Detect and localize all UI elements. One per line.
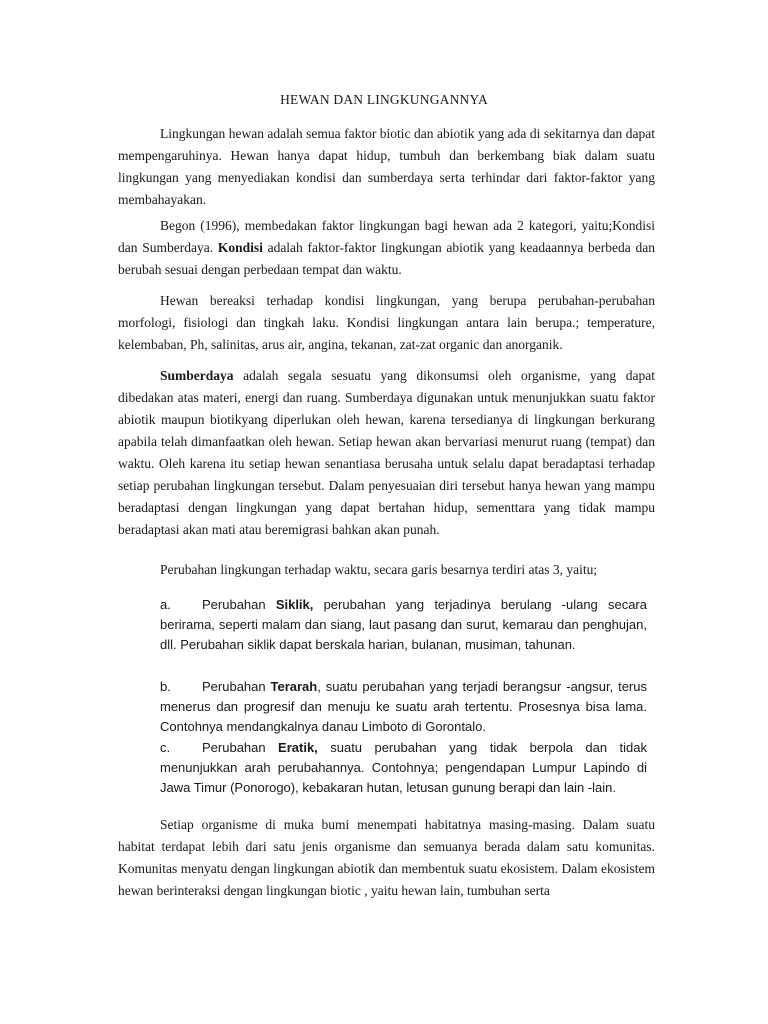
term-siklik: Siklik, — [275, 597, 314, 612]
list-item-a — [160, 595, 647, 655]
list-item-prefix: Perubahan — [202, 597, 276, 612]
paragraph-6: Setiap organisme di muka bumi menempati habitatnya masing-masing. Dalam suatu habitat terdapat lebih dari satu jenis organisme dan semuanya berada dalam satu komunitas. Komunitas menyatu dengan lingkungan abiotik dan membentuk suatu ekosistem. Dalam ekosistem hewan berinteraksi dengan lingkungan biotic , yaitu hewan lain, tumbuhan serta — [118, 817, 655, 898]
term-eratik: Eratik, — [278, 740, 318, 755]
list-item-letter: b. — [160, 679, 171, 694]
list-item-text: suatu perubahan yang tidak berpola dan tidak menunjukkan arah perubahannya. Contohnya; pengendapan Lumpur Lapindo di Jawa Timur (Ponorogo), kebakaran hutan, letusan gunung berapi dan lain -lain. — [160, 740, 647, 795]
list-item-text: , suatu perubahan yang terjadi berangsur -angsur, terus menerus dan progresif dan menuju ke suatu arah tertentu. Prosesnya bisa lama. Contohnya mendangkalnya danau Limboto di Gorontalo. — [160, 679, 647, 734]
term-sumberdaya: Sumberdaya — [160, 368, 234, 383]
paragraph-2-text-a: Begon (1996), membedakan faktor lingkungan bagi hewan ada 2 kategori, yaitu;Kondisi dan Sumberdaya. — [118, 218, 655, 255]
list-item-text: perubahan yang terjadinya berulang -ulang secara berirama, seperti malam dan siang, laut pasang dan surut, kemarau dan penghujan, dll. Perubahan siklik dapat berskala harian, bulanan, musiman, tahunan. — [160, 597, 647, 652]
paragraph-4-text: adalah segala sesuatu yang dikonsumsi oleh organisme, yang dapat dibedakan atas materi, energi dan ruang. Sumberdaya digunakan untuk menunjukkan suatu faktor abiotik maupun biotikyang diperlukan oleh hewan, karena tersedianya di lingkungan berkurang apabila telah dimanfaatkan oleh hewan. Setiap hewan akan bervariasi menurut ruang (tempat) dan waktu. Oleh karena itu setiap hewan senantiasa berusaha untuk selalu dapat beradaptasi terhadap setiap perubahan lingkungan tersebut. Dalam penyesuaian diri tersebut hanya hewan yang mampu beradaptasi dengan lingkungan yang dapat bertahan hidup, sementtara yang tidak mampu beradaptasi akan mati atau beremigrasi bahkan akan punah. — [118, 368, 655, 537]
paragraph-5: Perubahan lingkungan terhadap waktu, secara garis besarnya terdiri atas 3, yaitu; — [160, 562, 598, 577]
paragraph-4 — [118, 365, 655, 541]
list-item-prefix: Perubahan — [202, 679, 271, 694]
paragraph-1: Lingkungan hewan adalah semua faktor biotic dan abiotik yang ada di sekitarnya dan dapat mempengaruhinya. Hewan hanya dapat hidup, tumbuh dan berkembang biak dalam suatu lingkungan yang menyediakan kondisi dan sumberdaya serta terhindar dari faktor-faktor yang membahayakan. — [118, 126, 655, 207]
paragraph-3: Hewan bereaksi terhadap kondisi lingkungan, yang berupa perubahan-perubahan morfologi, fisiologi dan tingkah laku. Kondisi lingkungan antara lain berupa.; temperature, kelembaban, Ph, salinitas, arus air, angina, tekanan, zat-zat organic dan anorganik. — [118, 293, 655, 352]
list-item-prefix: Perubahan — [202, 740, 279, 755]
term-terarah: Terarah — [270, 679, 318, 694]
term-kondisi: Kondisi — [217, 240, 263, 255]
list-item-b — [160, 677, 647, 737]
list-item-c — [160, 738, 647, 798]
list-item-letter: a. — [160, 597, 171, 612]
paragraph-2-text-b: adalah faktor-faktor lingkungan abiotik yang keadaannya berbeda dan berubah sesuai dengan perbedaan tempat dan waktu. — [118, 240, 655, 277]
list-item-letter: c. — [160, 740, 171, 755]
document-title: HEWAN DAN LINGKUNGANNYA — [280, 92, 488, 107]
paragraph-2 — [118, 215, 655, 281]
